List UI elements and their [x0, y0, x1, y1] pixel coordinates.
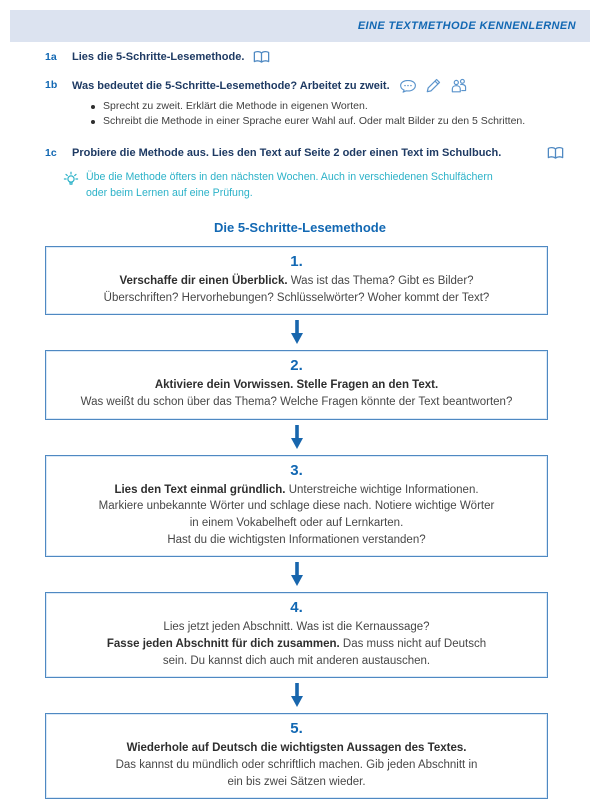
step-text: Wiederhole auf Deutsch die wichtigsten Aussagen des Textes. Das kannst du mündlich oder schriftlich machen. Gib jeden Abschnitt in ein bis zwei Sätzen wieder.: [115, 742, 478, 788]
open-book-icon: [253, 50, 270, 64]
task-1a-label: 1a: [45, 51, 57, 63]
tip-text: [86, 170, 493, 201]
open-book-icon: [547, 146, 564, 160]
method-heading: Die 5-Schritte-Lesemethode: [214, 220, 386, 235]
task-1b-title: Was bedeutet die 5-Schritte-Lesemethode? Arbeitet zu zweit.: [72, 79, 390, 92]
step-box-4: [45, 592, 548, 678]
tip-line: Übe die Methode öfters in den nächsten Wochen. Auch in verschiedenen Schulfächern: [86, 171, 493, 184]
arrow-down-icon: [45, 425, 548, 449]
task-1b-label: 1b: [45, 79, 58, 92]
step-number: 3.: [290, 461, 303, 479]
task-1c: [45, 146, 570, 160]
step-text: Aktiviere dein Vorwissen. Stelle Fragen an den Text. Was weißt du schon über das Thema? Welche Fragen könnte der Text beantworten?: [80, 379, 513, 409]
method-flowchart: [45, 246, 548, 799]
arrow-down-icon: [45, 683, 548, 707]
task-1c-body: [72, 146, 570, 160]
step-number: 4.: [290, 599, 303, 617]
task-1a: [45, 50, 570, 64]
step-box-1: [45, 246, 548, 315]
arrow-down-icon: [45, 562, 548, 586]
bullet-item: Schreibt die Methode in einer Sprache eurer Wahl auf. Oder malt Bilder zu den 5 Schritten.: [91, 114, 570, 129]
bullet-item: Sprecht zu zweit. Erklärt die Methode in eigenen Worten.: [91, 99, 570, 114]
page-header-band: [10, 10, 590, 42]
step-box-5: [45, 713, 548, 799]
pencil-icon: [426, 78, 441, 93]
step-number: 5.: [290, 720, 303, 738]
tip-note: [63, 170, 570, 201]
task-1c-label: 1c: [45, 147, 57, 160]
partners-icon: [450, 78, 468, 93]
step-text: Lies den Text einmal gründlich. Unterstreiche wichtige Informationen. Markiere unbekannte Wörter und schlage diese nach. Notiere wichtige Wörter in einem Vokabelheft oder auf Lernkarten. Hast du die wichtigsten Informationen verstanden?: [98, 483, 495, 546]
step-text: Verschaffe dir einen Überblick. Was ist das Thema? Gibt es Bilder? Überschriften? Hervorhebungen? Schlüsselwörter? Woher kommt der Text?: [103, 275, 490, 304]
task-1a-body: [72, 50, 570, 64]
task-1c-title: Probiere die Methode aus. Lies den Text auf Seite 2 oder einen Text im Schulbuch.: [72, 147, 502, 160]
tip-line: oder beim Lernen auf eine Prüfung.: [86, 186, 253, 199]
task-1b-body: [72, 78, 570, 93]
task-1a-title: Lies die 5-Schritte-Lesemethode.: [72, 51, 245, 63]
step-number: 1.: [290, 253, 303, 270]
speech-bubble-icon: [399, 79, 417, 93]
arrow-down-icon: [45, 320, 548, 344]
page-header-title: EINE TEXTMETHODE KENNENLERNEN: [357, 20, 576, 32]
task-1b: [45, 78, 570, 93]
tasks-section: [45, 50, 570, 201]
lightbulb-icon: [63, 171, 79, 188]
step-text: Lies jetzt jeden Abschnitt. Was ist die Kernaussage? Fasse jeden Abschnitt für dich zusammen. Das muss nicht auf Deutsch sein. Du kannst dich auch mit anderen austauschen.: [106, 621, 487, 667]
step-number: 2.: [290, 357, 303, 375]
step-box-2: [45, 350, 548, 419]
step-box-3: [45, 455, 548, 558]
task-1b-bullets: [45, 99, 570, 129]
